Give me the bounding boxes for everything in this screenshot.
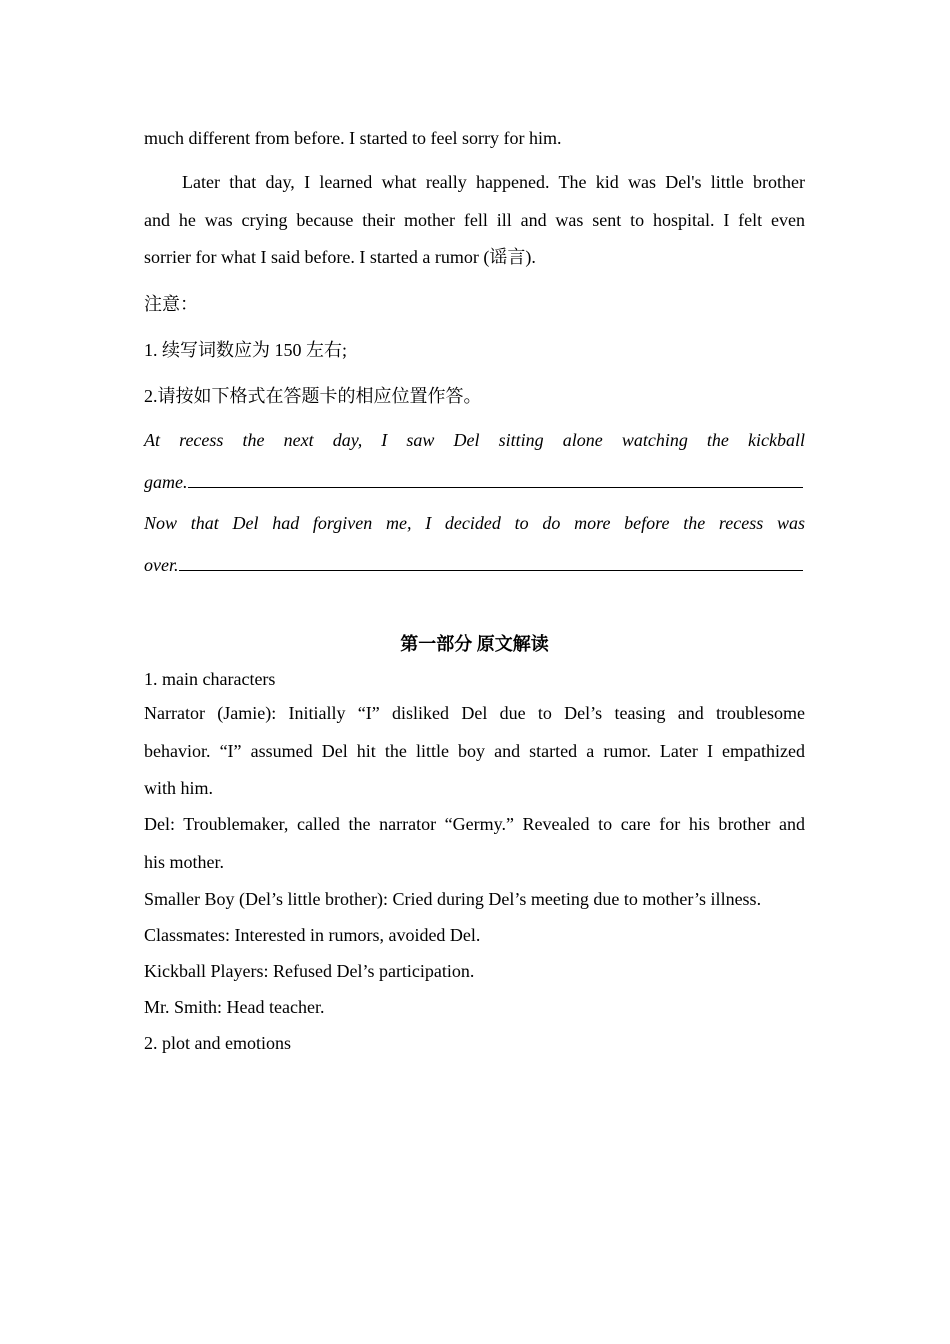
passage-line-end: much different from before. I started to feel sorry for him.: [144, 128, 562, 148]
character-narrator: [144, 695, 805, 808]
narrator-line-3: with him.: [144, 778, 214, 798]
character-classmates: Classmates: Interested in rumors, avoided Del.: [144, 925, 481, 945]
section-heading: 第一部分 原文解读: [400, 634, 549, 654]
del-line-1: Del: Troublemaker, called the narrator “Germy.” Revealed to care for his brother and: [144, 814, 805, 834]
prompt-1-line-1: At recess the next day, I saw Del sitting alone watching the kickball: [144, 430, 805, 450]
section-subheading-2: 2. plot and emotions: [144, 1033, 291, 1053]
narrator-line-1: Narrator (Jamie): Initially “I” disliked Del due to Del’s teasing and troublesome: [144, 703, 805, 723]
prompt-1: [144, 422, 805, 501]
section-subheading-1: 1. main characters: [144, 669, 276, 689]
passage-paragraph-2: [144, 164, 805, 277]
paragraph-2-line-2: and he was crying because their mother fell ill and was sent to hospital. I felt even: [144, 209, 805, 230]
prompt-2-line-2: [144, 543, 805, 585]
answer-line-1[interactable]: [188, 460, 804, 488]
notes-item-1: 1. 续写词数应为 150 左右;: [144, 340, 348, 360]
notes-title: 注意：: [144, 294, 198, 314]
answer-line-2[interactable]: [179, 543, 804, 571]
character-del: [144, 806, 805, 881]
character-smaller-boy: Smaller Boy (Del’s little brother): Cried during Del’s meeting due to mother’s illness.: [144, 889, 762, 909]
prompt-1-start: game.: [144, 471, 188, 492]
prompt-1-line-2: [144, 460, 805, 502]
notes-item-2: 2.请按如下格式在答题卡的相应位置作答。: [144, 386, 482, 406]
character-kickball-players: Kickball Players: Refused Del’s participation.: [144, 961, 475, 981]
paragraph-2-line-1: Later that day, I learned what really happened. The kid was Del's little brother: [182, 172, 805, 192]
paragraph-2-line-3: sorrier for what I said before. I started a rumor (谣言).: [144, 247, 536, 267]
prompt-2-start: over.: [144, 554, 179, 575]
prompt-2: [144, 505, 805, 584]
del-line-2: his mother.: [144, 851, 224, 872]
character-mr-smith: Mr. Smith: Head teacher.: [144, 997, 325, 1017]
narrator-line-2: behavior. “I” assumed Del hit the little boy and started a rumor. Later I empathized: [144, 740, 805, 761]
prompt-2-line-1: Now that Del had forgiven me, I decided to do more before the recess was: [144, 513, 805, 533]
